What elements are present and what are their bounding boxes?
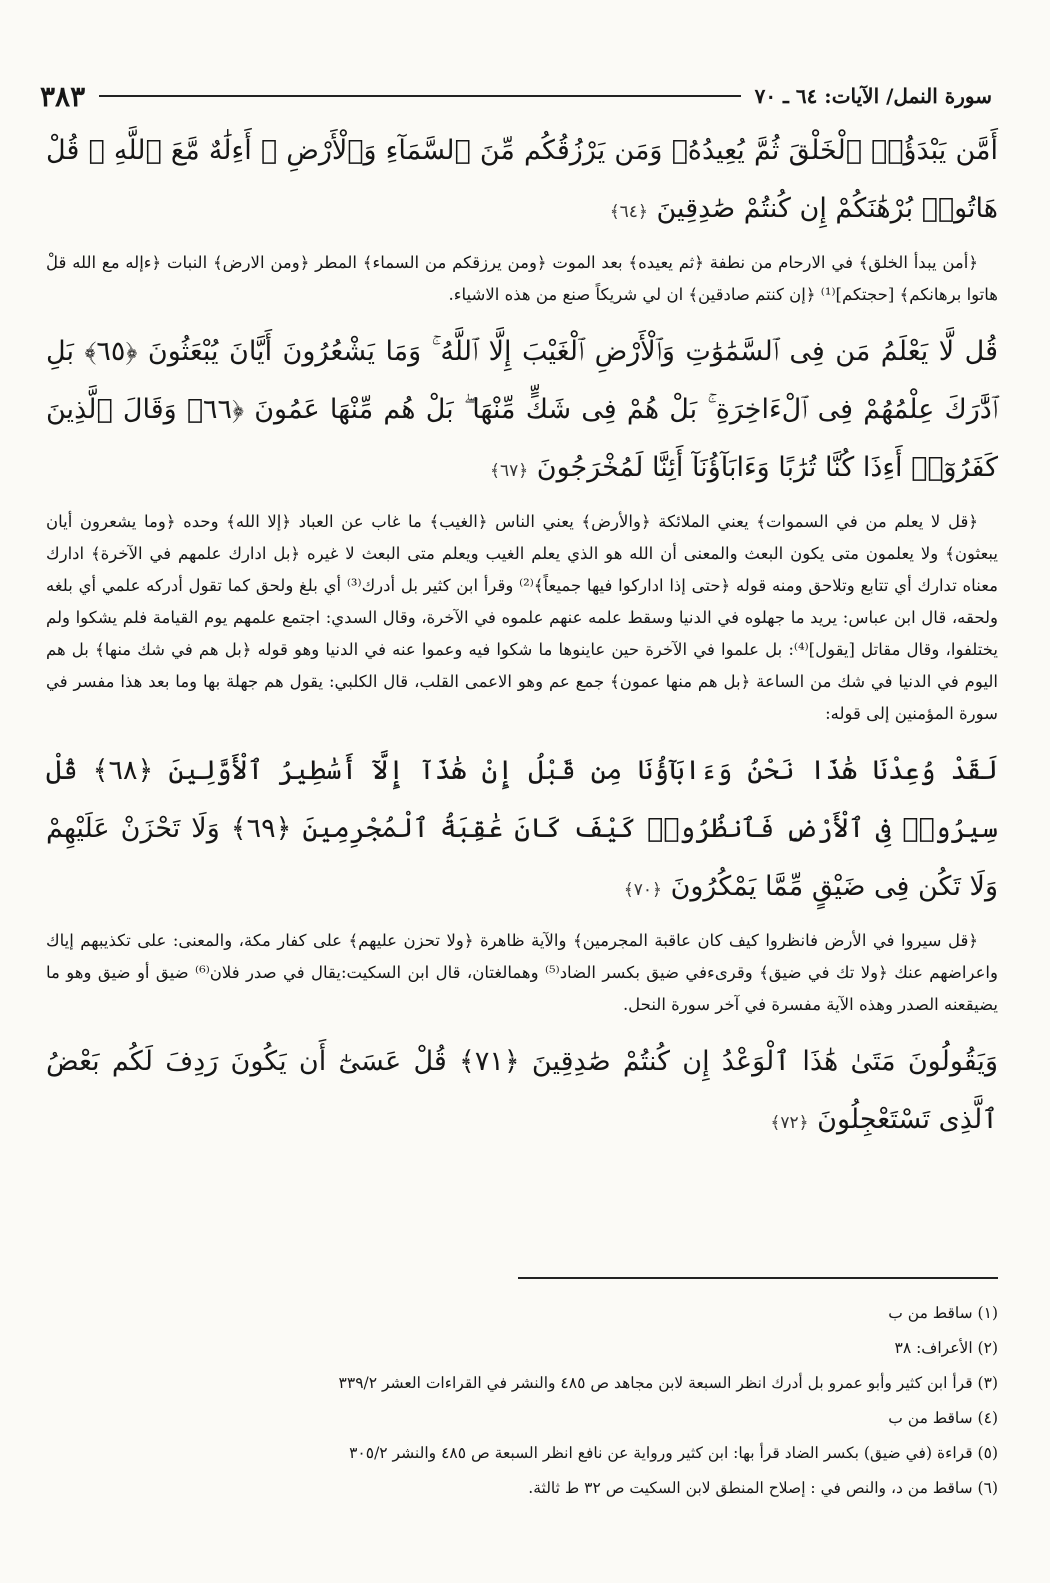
page-header [40, 76, 992, 116]
verse-number: ﴿٦٧﴾ [489, 461, 529, 481]
surah-title: سورة النمل/ الآيات: ٦٤ ـ ٧٠ [754, 84, 992, 108]
tafsir-paragraph: ﴿أمن يبدأ الخلق﴾ في الارحام من نطفة ﴿ثم يعيده﴾ بعد الموت ﴿ومن يرزقكم من السماء﴾ المطر ﴿ومن الارض﴾ النبات ﴿ءإله مع الله قلْ هاتوا برهانكم﴾ [حجتكم]⁽¹⁾ ﴿إن كنتم صادقين﴾ ان لي شريكاً صنع من هذه الاشياء. [46, 253, 998, 304]
verse-block [46, 323, 998, 500]
verse-block [46, 1033, 998, 1152]
header-rule [99, 95, 740, 97]
verse-text: قُل لَّا يَعْلَمُ مَن فِى ٱلسَّمَٰوَٰتِ وَٱلْأَرْضِ ٱلْغَيْبَ إِلَّا ٱللَّهُ ۚ وَمَا يَشْعُرُونَ أَيَّانَ يُبْعَثُونَ ﴿٦٥﴾ بَلِ ٱدَّٰرَكَ عِلْمُهُمْ فِى ٱلْءَاخِرَةِ ۚ بَلْ هُمْ فِى شَكٍّ مِّنْهَا ۖ بَلْ هُم مِّنْهَا عَمُونَ ﴿٦٦﴾ وَقَالَ ٱلَّذِينَ كَفَرُوٓا۟ أَءِذَا كُنَّا تُرَٰبًا وَءَابَآؤُنَآ أَئِنَّا لَمُخْرَجُونَ [46, 336, 998, 483]
verse-block [46, 742, 998, 919]
verse-block [46, 122, 998, 241]
footnote: (٢) الأعراف: ٣٨ [894, 1339, 998, 1357]
page-content [46, 122, 998, 1158]
footnotes [46, 1296, 998, 1506]
tafsir-paragraph: ﴿قل سيروا في الأرض فانظروا كيف كان عاقبة المجرمين﴾ والآية ظاهرة ﴿ولا تحزن عليهم﴾ على كفار مكة، والمعنى: على تكذيبهم إياك واعراضهم عنك ﴿ولا تك في ضيق﴾ وقرىءفي ضيق بكسر الضاد⁽⁵⁾ وهمالغتان، قال ابن السكيت:يقال في صدر فلان⁽⁶⁾ ضيق أو ضيق وهو ما يضيقعنه الصدر وهذه الآية مفسرة في آخر سورة النحل. [46, 931, 998, 1014]
verse-text: أَمَّن يَبْدَؤُا۟ ٱلْخَلْقَ ثُمَّ يُعِيدُهُۥ وَمَن يَرْزُقُكُم مِّنَ ٱلسَّمَآءِ وَٱلْأَرْضِ ۗ أَءِلَٰهٌ مَّعَ ٱللَّهِ ۚ قُلْ هَاتُوا۟ بُرْهَٰنَكُمْ إِن كُنتُمْ صَٰدِقِينَ [46, 135, 998, 224]
verse-number: ﴿٦٤﴾ [609, 202, 648, 222]
verse-number: ﴿٧٠﴾ [623, 880, 662, 900]
footnote: (١) ساقط من ب [888, 1304, 998, 1322]
footnote: (٤) ساقط من ب [888, 1409, 998, 1427]
footnote: (٦) ساقط من د، والنص في : إصلاح المنطق لابن السكيت ص ٣٢ ط ثالثة. [528, 1479, 998, 1497]
footnote: (٥) قراءة (في ضيق) بكسر الضاد قرأ بها: ابن كثير ورواية عن نافع انظر السبعة ص ٤٨٥ والنشر ٣٠٥/٢ [349, 1444, 998, 1462]
tafsir-paragraph: ﴿قل لا يعلم من في السموات﴾ يعني الملائكة ﴿والأرض﴾ يعني الناس ﴿الغيب﴾ ما غاب عن العباد ﴿إلا الله﴾ وحده ﴿وما يشعرون أيان يبعثون﴾ ولا يعلمون متى يكون البعث والمعنى أن الله هو الذي يعلم الغيب ويعلم متى البعث لا غيره ﴿بل ادارك علمهم في الآخرة﴾ ادارك معناه تدارك أي تتابع وتلاحق ومنه قوله ﴿حتى إذا اداركوا فيها جميعاً﴾⁽²⁾ وقرأ ابن كثير بل أدرك⁽³⁾ أي بلغ ولحق كما تقول أدركه علمي أي بلغه ولحقه، قال ابن عباس: يريد ما جهلوه في الدنيا وسقط علمه عنهم علموه في الآخرة، وقال السدي: اجتمع علمهم يوم القيامة فلم يشكوا ولم يختلفوا، وقال مقاتل [يقول]⁽⁴⁾: بل علموا في الآخرة حين عاينوها ما شكوا فيه وعموا عنه في الدنيا وهو قوله ﴿بل هم في شك منها﴾ بل هم اليوم في الدنيا في شك من الساعة ﴿بل هم منها عمون﴾ جمع عم وهو الاعمى القلب، قال الكلبي: يقول هم جهلة بها وما بعد هذا مفسر في سورة المؤمنين إلى قوله: [46, 512, 998, 723]
verse-text: لَقَدْ وُعِدْنَا هَٰذَا نَحْنُ وَءَابَآؤُنَا مِن قَبْلُ إِنْ هَٰذَآ إِلَّآ أَسَٰطِيرُ ٱلْأَوَّلِينَ ﴿٦٨﴾ قُلْ سِيرُوا۟ فِى ٱلْأَرْضِ فَٱنظُرُوا۟ كَيْفَ كَانَ عَٰقِبَةُ ٱلْمُجْرِمِينَ ﴿٦٩﴾ وَلَا تَحْزَنْ عَلَيْهِمْ وَلَا تَكُن فِى ضَيْقٍ مِّمَّا يَمْكُرُونَ [46, 755, 998, 902]
verse-text: وَيَقُولُونَ مَتَىٰ هَٰذَا ٱلْوَعْدُ إِن كُنتُمْ صَٰدِقِينَ ﴿٧١﴾ قُلْ عَسَىٰٓ أَن يَكُونَ رَدِفَ لَكُم بَعْضُ ٱلَّذِى تَسْتَعْجِلُونَ [46, 1046, 998, 1135]
page-number: ٣٨٣ [40, 79, 86, 113]
verse-number: ﴿٧٢﴾ [770, 1113, 809, 1133]
footnote-rule [518, 1277, 998, 1279]
footnote: (٣) قرأ ابن كثير وأبو عمرو بل أدرك انظر السبعة لابن مجاهد ص ٤٨٥ والنشر في القراءات العشر ٣٣٩/٢ [338, 1374, 998, 1392]
